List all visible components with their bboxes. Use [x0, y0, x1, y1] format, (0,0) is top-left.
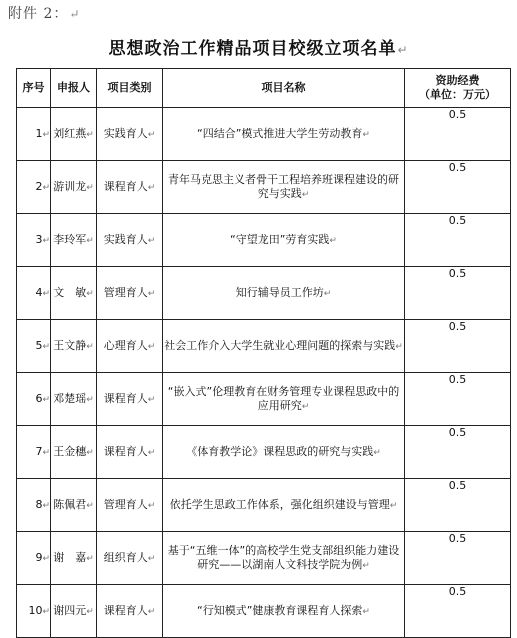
table-row — [17, 108, 511, 161]
cell-funding: 0.5 — [405, 108, 511, 161]
paragraph-mark-icon: ↵ — [147, 341, 156, 352]
cell-applicant: 谢四元↵ — [51, 585, 97, 638]
paragraph-mark-icon: ↵ — [42, 288, 50, 299]
paragraph-mark-icon: ↵ — [147, 182, 156, 193]
paragraph-mark-icon: ↵ — [389, 500, 398, 511]
cell-project-name: “守望龙田”劳育实践↵ — [163, 214, 405, 267]
cell-funding: 0.5 — [405, 161, 511, 214]
cell-category: 心理育人↵ — [97, 320, 163, 373]
cell-category: 实践育人↵ — [97, 214, 163, 267]
cell-funding: 0.5 — [405, 267, 511, 320]
paragraph-mark-icon: ↵ — [86, 129, 94, 140]
paragraph-mark-icon: ↵ — [42, 500, 50, 511]
cell-applicant: 邓楚瑶↵ — [51, 373, 97, 426]
cell-seq: 8↵ — [17, 479, 51, 532]
cell-project-name: “四结合”模式推进大学生劳动教育↵ — [163, 108, 405, 161]
cell-applicant: 游训龙↵ — [51, 161, 97, 214]
cell-seq: 4↵ — [17, 267, 51, 320]
table-row — [17, 373, 511, 426]
paragraph-mark-icon: ↵ — [147, 394, 156, 405]
cell-project-name: “嵌入式”伦理教育在财务管理专业课程思政中的应用研究↵ — [163, 373, 405, 426]
paragraph-mark-icon: ↵ — [147, 288, 156, 299]
paragraph-mark-icon: ↵ — [86, 182, 94, 193]
cell-applicant: 王金穗↵ — [51, 426, 97, 479]
paragraph-mark-icon: ↵ — [69, 7, 81, 21]
cell-category: 组织育人↵ — [97, 532, 163, 585]
paragraph-mark-icon: ↵ — [397, 43, 409, 57]
table-row — [17, 267, 511, 320]
paragraph-mark-icon: ↵ — [362, 560, 370, 571]
cell-seq: 2↵ — [17, 161, 51, 214]
cell-applicant: 刘红燕↵ — [51, 108, 97, 161]
paragraph-mark-icon: ↵ — [147, 606, 156, 617]
cell-funding: 0.5 — [405, 373, 511, 426]
header-project-name: 项目名称 — [163, 69, 405, 108]
paragraph-mark-icon: ↵ — [329, 235, 337, 246]
cell-project-name: “行知模式”健康教育课程育人探索↵ — [163, 585, 405, 638]
paragraph-mark-icon: ↵ — [362, 129, 370, 140]
cell-category: 实践育人↵ — [97, 108, 163, 161]
paragraph-mark-icon: ↵ — [86, 553, 94, 564]
cell-project-name: 青年马克思主义者骨干工程培养班课程建设的研究与实践↵ — [163, 161, 405, 214]
paragraph-mark-icon: ↵ — [42, 182, 50, 193]
cell-category: 课程育人↵ — [97, 161, 163, 214]
paragraph-mark-icon: ↵ — [373, 447, 381, 458]
paragraph-mark-icon: ↵ — [301, 189, 310, 200]
paragraph-mark-icon: ↵ — [86, 447, 94, 458]
cell-seq: 10↵ — [17, 585, 51, 638]
paragraph-mark-icon: ↵ — [362, 606, 370, 617]
paragraph-mark-icon: ↵ — [42, 129, 50, 140]
cell-project-name: 知行辅导员工作坊↵ — [163, 267, 405, 320]
cell-seq: 9↵ — [17, 532, 51, 585]
cell-seq: 6↵ — [17, 373, 51, 426]
paragraph-mark-icon: ↵ — [86, 606, 94, 617]
cell-applicant: 谢 嘉↵ — [51, 532, 97, 585]
cell-seq: 1↵ — [17, 108, 51, 161]
table-header-row — [17, 69, 511, 108]
header-funding-unit: （单位：万元） — [419, 88, 496, 101]
cell-category: 管理育人↵ — [97, 267, 163, 320]
project-list-table — [16, 68, 511, 638]
paragraph-mark-icon: ↵ — [86, 235, 94, 246]
cell-seq: 3↵ — [17, 214, 51, 267]
header-funding-label: 资助经费 — [435, 74, 480, 87]
table-row — [17, 214, 511, 267]
table-row — [17, 161, 511, 214]
paragraph-mark-icon: ↵ — [147, 553, 156, 564]
cell-funding: 0.5 — [405, 320, 511, 373]
table-row — [17, 585, 511, 638]
header-applicant: 申报人 — [51, 69, 97, 108]
cell-seq: 5↵ — [17, 320, 51, 373]
paragraph-mark-icon: ↵ — [323, 288, 332, 299]
paragraph-mark-icon: ↵ — [42, 235, 50, 246]
paragraph-mark-icon: ↵ — [301, 401, 310, 412]
page-title: 思想政治工作精品项目校级立项名单↵ — [108, 39, 409, 59]
cell-category: 课程育人↵ — [97, 373, 163, 426]
cell-applicant: 王文静↵ — [51, 320, 97, 373]
table-row — [17, 479, 511, 532]
cell-seq: 7↵ — [17, 426, 51, 479]
header-seq: 序号 — [17, 69, 51, 108]
cell-funding: 0.5 — [405, 479, 511, 532]
cell-project-name: 基于“五维一体”的高校学生党支部组织能力建设研究——以湖南人文科技学院为例↵ — [163, 532, 405, 585]
table-row — [17, 532, 511, 585]
paragraph-mark-icon: ↵ — [147, 500, 156, 511]
cell-project-name: 依托学生思政工作体系，强化组织建设与管理↵ — [163, 479, 405, 532]
paragraph-mark-icon: ↵ — [147, 129, 156, 140]
cell-funding: 0.5 — [405, 532, 511, 585]
paragraph-mark-icon: ↵ — [42, 341, 50, 352]
paragraph-mark-icon: ↵ — [395, 341, 403, 352]
cell-category: 课程育人↵ — [97, 426, 163, 479]
table-row — [17, 426, 511, 479]
cell-category: 管理育人↵ — [97, 479, 163, 532]
paragraph-mark-icon: ↵ — [147, 235, 156, 246]
paragraph-mark-icon: ↵ — [42, 553, 50, 564]
paragraph-mark-icon: ↵ — [86, 394, 94, 405]
paragraph-mark-icon: ↵ — [86, 341, 94, 352]
cell-funding: 0.5 — [405, 214, 511, 267]
cell-funding: 0.5 — [405, 426, 511, 479]
header-category: 项目类别 — [97, 69, 163, 108]
cell-project-name: 社会工作介入大学生就业心理问题的探索与实践↵ — [163, 320, 405, 373]
paragraph-mark-icon: ↵ — [42, 447, 50, 458]
paragraph-mark-icon: ↵ — [86, 500, 94, 511]
cell-category: 课程育人↵ — [97, 585, 163, 638]
attachment-label: 附件 2：↵ — [8, 6, 81, 22]
header-funding — [405, 69, 511, 108]
paragraph-mark-icon: ↵ — [42, 606, 50, 617]
cell-applicant: 文 敏↵ — [51, 267, 97, 320]
paragraph-mark-icon: ↵ — [147, 447, 156, 458]
cell-applicant: 李玲军↵ — [51, 214, 97, 267]
cell-project-name: 《体育教学论》课程思政的研究与实践↵ — [163, 426, 405, 479]
table-row — [17, 320, 511, 373]
cell-applicant: 陈佩君↵ — [51, 479, 97, 532]
paragraph-mark-icon: ↵ — [86, 288, 94, 299]
cell-funding: 0.5 — [405, 585, 511, 638]
paragraph-mark-icon: ↵ — [42, 394, 50, 405]
